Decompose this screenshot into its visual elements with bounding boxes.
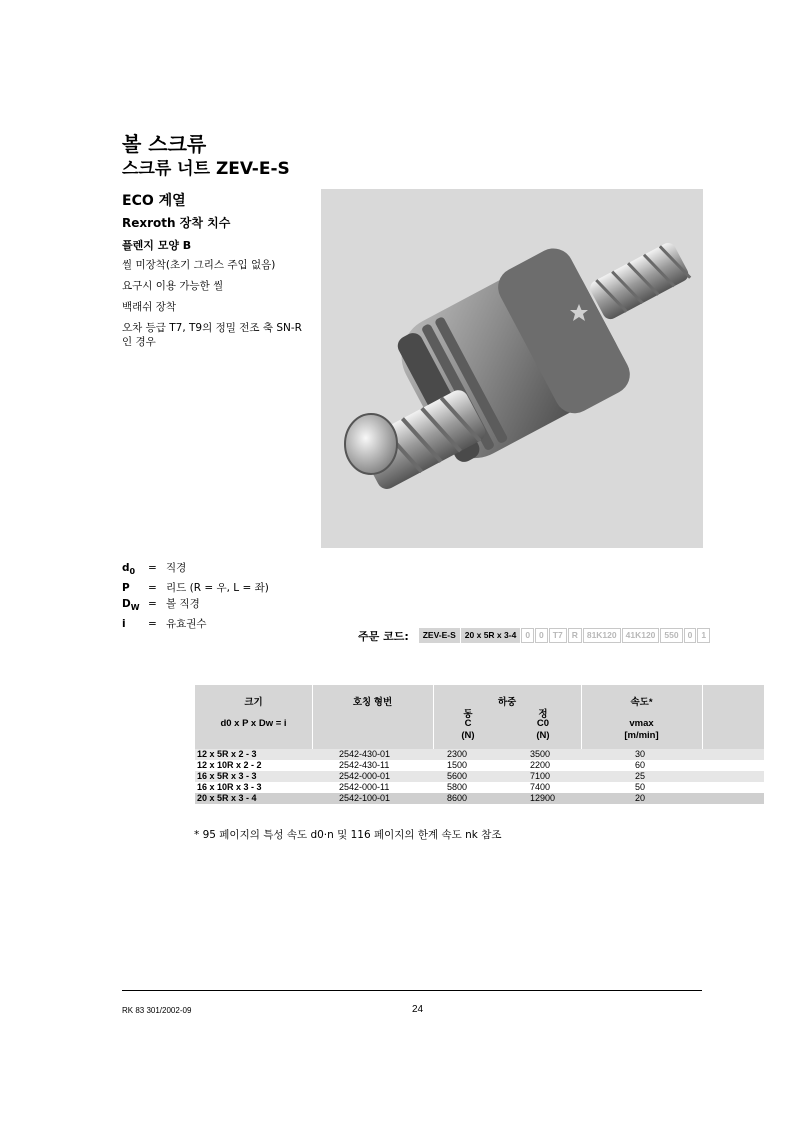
order-code-cell: 550 bbox=[660, 628, 682, 643]
feature-list bbox=[122, 258, 312, 356]
cell-v: 60 bbox=[635, 760, 646, 770]
legend-equals: = bbox=[148, 582, 157, 595]
order-code-cell: 1 bbox=[697, 628, 710, 643]
legend-subscript: W bbox=[130, 603, 140, 613]
cell-part: 2542-000-01 bbox=[339, 771, 391, 781]
order-code-cell: 41K120 bbox=[622, 628, 660, 643]
spec-table bbox=[195, 685, 764, 804]
legend-symbol: P bbox=[122, 582, 130, 595]
header-speed-symbol: vmax bbox=[629, 718, 654, 729]
product-photo bbox=[321, 189, 703, 548]
legend-equals: = bbox=[148, 562, 157, 574]
cell-size: 16 x 10R x 3 - 3 bbox=[197, 782, 262, 792]
header-load: 하중 bbox=[497, 697, 517, 708]
mount-heading: Rexroth 장착 치수 bbox=[122, 216, 231, 230]
legend-row bbox=[122, 596, 269, 616]
cell-c: 5800 bbox=[447, 782, 468, 792]
feature-item: 오차 등급 T7, T9의 정밀 전조 축 SN-R인 경우 bbox=[122, 322, 302, 348]
cell-c0: 7400 bbox=[530, 782, 551, 792]
table-row bbox=[195, 782, 764, 793]
cell-v: 25 bbox=[635, 771, 646, 781]
order-code-cell: 0 bbox=[684, 628, 697, 643]
table-row bbox=[195, 771, 764, 782]
legend-desc: 볼 직경 bbox=[166, 598, 200, 611]
flange-heading: 플렌지 모양 B bbox=[122, 239, 192, 252]
cell-size: 12 x 5R x 2 - 3 bbox=[197, 749, 257, 759]
cell-part: 2542-000-11 bbox=[339, 782, 390, 792]
legend-symbol: D bbox=[122, 598, 131, 611]
order-code-cell: 0 bbox=[521, 628, 534, 643]
order-code-cell: T7 bbox=[549, 628, 567, 643]
header-dynamic-unit: (N) bbox=[461, 730, 475, 741]
legend-equals: = bbox=[148, 598, 157, 611]
feature-item: 백래쉬 장착 bbox=[122, 301, 177, 313]
order-code-cell: 81K120 bbox=[583, 628, 621, 643]
header-static-unit: (N) bbox=[536, 730, 550, 741]
symbol-legend bbox=[122, 560, 269, 632]
cell-size: 12 x 10R x 2 - 2 bbox=[197, 760, 262, 770]
cell-size: 20 x 5R x 3 - 4 bbox=[197, 793, 257, 803]
table-row bbox=[195, 760, 764, 771]
footer-rule bbox=[122, 990, 702, 991]
header-static-symbol: C0 bbox=[536, 718, 550, 729]
page-subtitle: 스크류 너트 ZEV-E-S bbox=[122, 159, 290, 179]
order-code-cell: 0 bbox=[535, 628, 548, 643]
legend-row bbox=[122, 580, 269, 596]
page-title: 볼 스크류 bbox=[122, 132, 207, 156]
header-size: 크기 bbox=[244, 697, 263, 708]
footnote: * 95 페이지의 특성 속도 d0·n 및 116 페이지의 한계 속도 nk 참조 bbox=[194, 829, 502, 841]
legend-symbol: d bbox=[122, 562, 130, 574]
header-static: 정 bbox=[538, 709, 548, 720]
header-dynamic: 동 bbox=[463, 709, 473, 720]
order-code-cell: 20 x 5R x 3-4 bbox=[461, 628, 521, 643]
cell-c: 5600 bbox=[447, 771, 468, 781]
table-header bbox=[195, 685, 764, 749]
cell-part: 2542-100-01 bbox=[339, 793, 391, 803]
legend-symbol: i bbox=[122, 618, 126, 631]
page-number: 24 bbox=[412, 1004, 424, 1015]
header-dynamic-symbol: C bbox=[464, 718, 472, 729]
cell-c: 1500 bbox=[447, 760, 468, 770]
header-part: 호칭 형번 bbox=[352, 697, 393, 708]
cell-v: 50 bbox=[635, 782, 646, 792]
legend-desc: 직경 bbox=[166, 562, 187, 574]
series-heading: ECO 계열 bbox=[122, 193, 186, 209]
cell-size: 16 x 5R x 3 - 3 bbox=[197, 771, 257, 781]
header-size-formula: d0 x P x Dw = i bbox=[220, 718, 287, 729]
header-speed: 속도* bbox=[630, 697, 653, 708]
feature-item: 요구시 이용 가능한 씰 bbox=[122, 280, 224, 292]
legend-row bbox=[122, 560, 269, 580]
table-row bbox=[195, 793, 764, 804]
order-code-cell: R bbox=[568, 628, 582, 643]
table-row bbox=[195, 749, 764, 760]
cell-c0: 7100 bbox=[530, 771, 551, 781]
order-code bbox=[358, 628, 711, 643]
legend-equals: = bbox=[148, 618, 157, 631]
header-speed-unit: [m/min] bbox=[624, 730, 659, 741]
cell-v: 20 bbox=[635, 793, 646, 803]
order-code-label: 주문 코드: bbox=[358, 629, 409, 643]
cell-part: 2542-430-11 bbox=[339, 760, 390, 770]
cell-v: 30 bbox=[635, 749, 646, 759]
ball-screw-nut-image bbox=[321, 189, 703, 548]
cell-c0: 3500 bbox=[530, 749, 551, 759]
legend-desc: 리드 (R = 우, L = 좌) bbox=[166, 582, 269, 595]
cell-c: 8600 bbox=[447, 793, 468, 803]
feature-item: 씰 미장착(초기 그리스 주입 없음) bbox=[122, 259, 276, 271]
legend-desc: 유효권수 bbox=[166, 618, 207, 631]
cell-c0: 2200 bbox=[530, 760, 551, 770]
legend-subscript: 0 bbox=[129, 567, 136, 577]
legend-row bbox=[122, 616, 269, 632]
cell-c: 2300 bbox=[447, 749, 468, 759]
order-code-cell: ZEV-E-S bbox=[419, 628, 460, 643]
cell-part: 2542-430-01 bbox=[339, 749, 391, 759]
cell-c0: 12900 bbox=[530, 793, 556, 803]
document-code: RK 83 301/2002-09 bbox=[122, 1006, 192, 1015]
